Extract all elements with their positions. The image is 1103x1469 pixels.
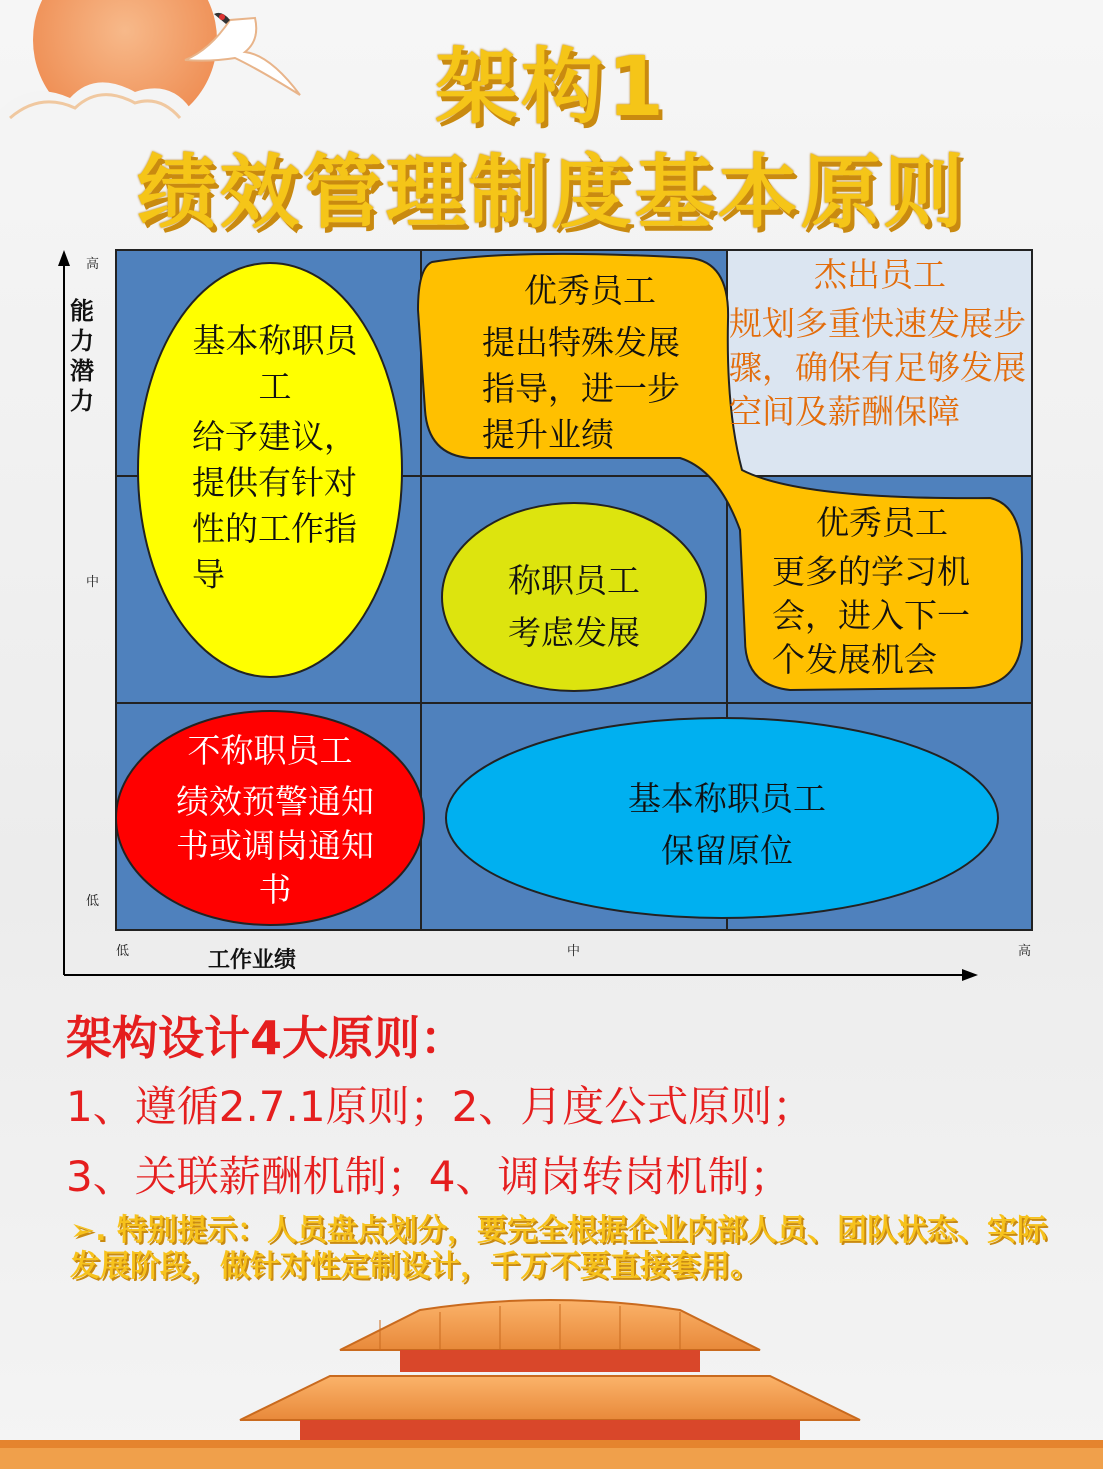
principle-line-1: 1、遵循2.7.1原则；2、月度公式原则； bbox=[66, 1082, 815, 1131]
y-tick-high: 高 bbox=[86, 257, 100, 272]
title-line2: 绩效管理制度基本原则 bbox=[136, 146, 967, 239]
x-tick-high: 高 bbox=[1018, 944, 1032, 959]
x-axis-arrow-icon bbox=[962, 969, 978, 981]
basic-competent-top-title: 基本称职员工 bbox=[192, 321, 358, 406]
outstanding-text: 规划多重快速发展步骤，确保有足够发展空间及薪酬保障 bbox=[729, 304, 1026, 431]
x-axis-label: 工作业绩 bbox=[208, 947, 297, 973]
outstanding-title: 杰出员工 bbox=[814, 255, 946, 294]
excellent-mid-title: 优秀员工 bbox=[816, 503, 948, 542]
incompetent-title: 不称职员工 bbox=[187, 731, 353, 770]
basic-competent-bottom-title: 基本称职员工 bbox=[628, 779, 826, 818]
title-line1: 架构1 bbox=[434, 40, 669, 135]
y-tick-mid: 中 bbox=[86, 575, 100, 590]
basic-competent-bottom-text: 保留原位 bbox=[661, 831, 793, 870]
y-tick-low: 低 bbox=[86, 894, 100, 909]
competent-text: 考虑发展 bbox=[508, 613, 640, 652]
excellent-mid-text: 更多的学习机会，进入下一个发展机会 bbox=[772, 552, 970, 679]
palace-roof-icon bbox=[0, 1280, 1103, 1469]
excellent-top-text: 提出特殊发展指导，进一步提升业绩 bbox=[482, 323, 680, 454]
principle-line-2: 3、关联薪酬机制；4、调岗转岗机制； bbox=[66, 1152, 792, 1201]
excellent-top-title: 优秀员工 bbox=[524, 271, 656, 310]
x-tick-low: 低 bbox=[116, 944, 130, 959]
competent-title: 称职员工 bbox=[508, 561, 640, 600]
incompetent-text: 绩效预警通知书或调岗通知书 bbox=[176, 782, 374, 909]
special-tip: ➢. 特别提示：人员盘点划分，要完全根据企业内部人员、团队状态、实际发展阶段，做针对性定制设计，千万不要直接套用。 bbox=[70, 1213, 1047, 1284]
x-tick-mid: 中 bbox=[567, 944, 581, 959]
basic-competent-top-text: 给予建议，提供有针对性的工作指导 bbox=[192, 417, 357, 594]
y-axis-arrow-icon bbox=[58, 250, 70, 266]
principles-title: 架构设计4大原则： bbox=[66, 1011, 467, 1065]
y-axis-label: 能力潜力 bbox=[70, 296, 94, 415]
